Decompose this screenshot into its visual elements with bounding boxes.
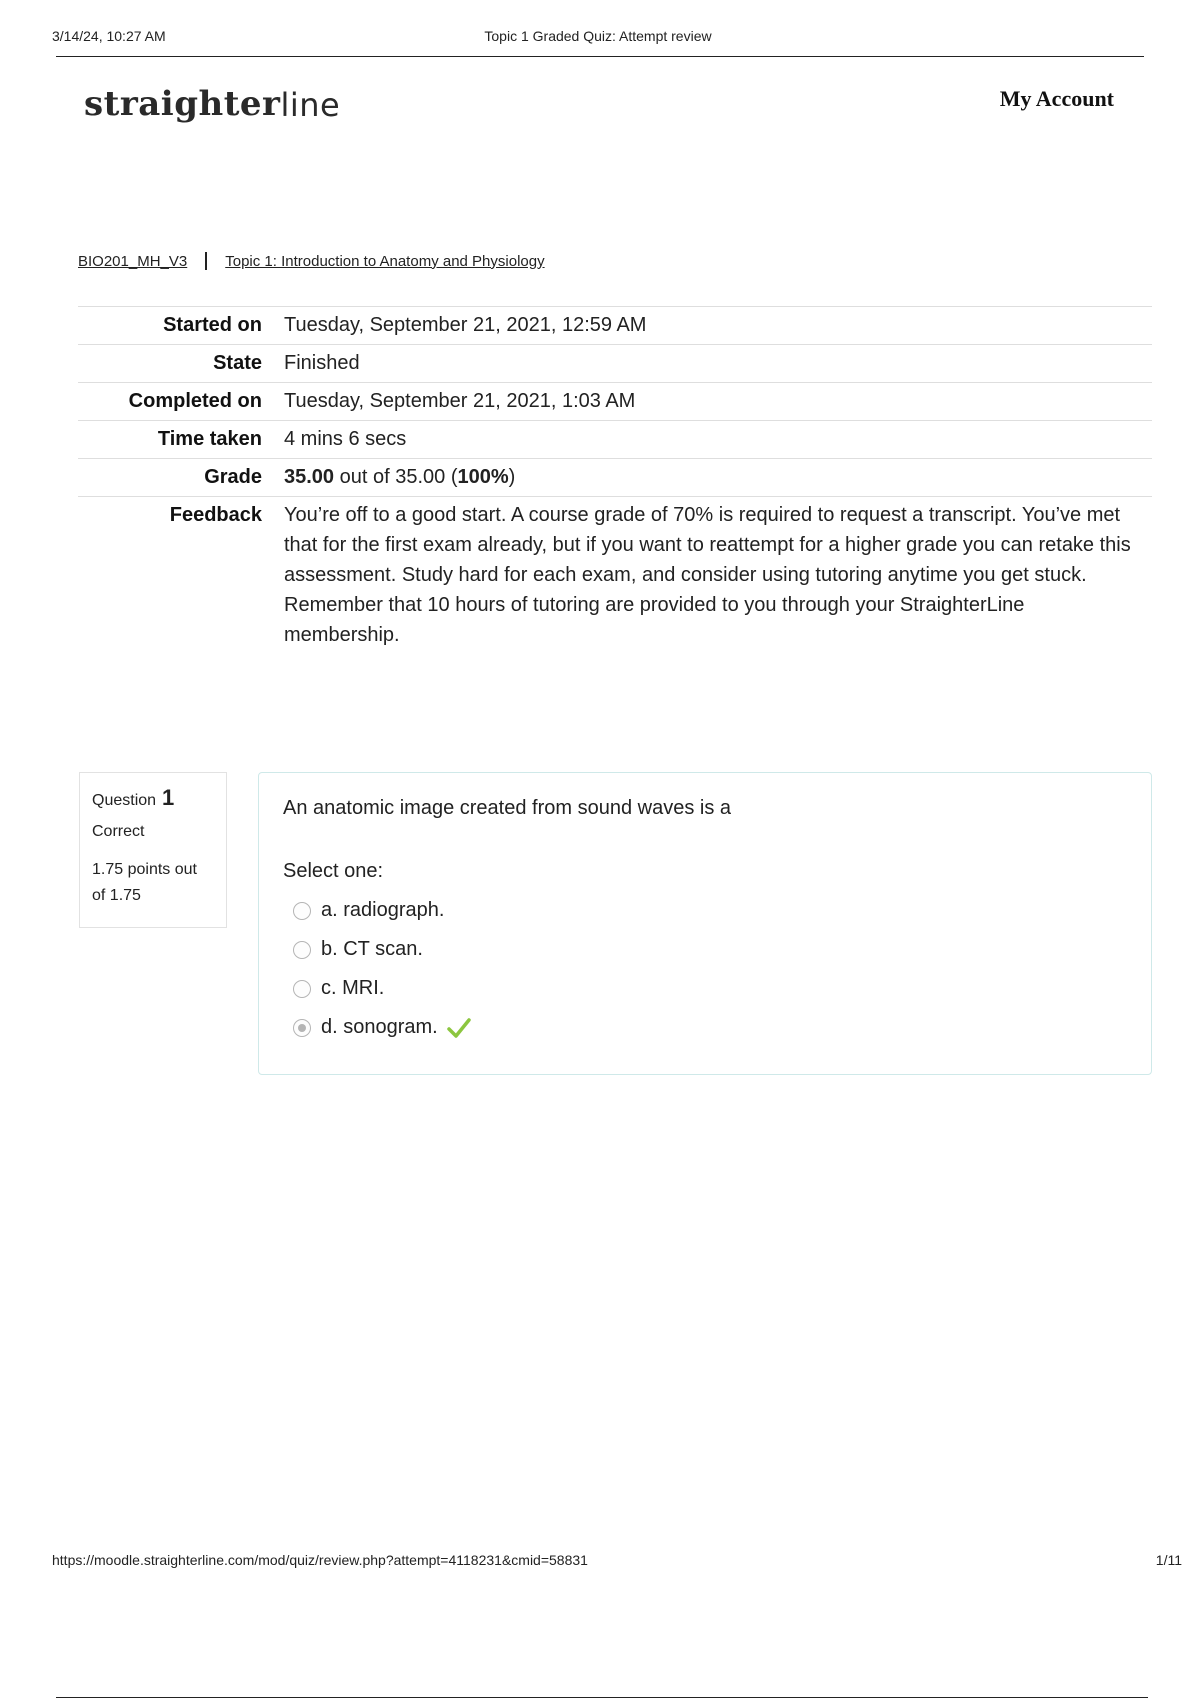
attempt-summary-table — [78, 306, 1152, 656]
summary-row-state — [78, 345, 1152, 383]
question-text: An anatomic image created from sound waves is a — [283, 797, 731, 819]
feedback-value: You’re off to a good start. A course grade of 70% is required to request a transcript. You’ve met that for the first exam already, but if you want to reattempt for a higher grade you can retake this assessment. Study hard for each exam, and consider using tutoring anytime you get stuck. Remember that 10 hours of tutoring are provided to you through your StraighterLine membership. — [284, 504, 1131, 646]
answer-options — [283, 891, 1127, 1047]
grade-label: Grade — [204, 466, 262, 488]
question-number-value: 1 — [162, 785, 175, 810]
state-value: Finished — [284, 352, 360, 374]
question-grade: 1.75 points out of 1.75 — [92, 861, 197, 904]
question-info-panel — [79, 772, 227, 928]
print-page-title: Topic 1 Graded Quiz: Attempt review — [484, 28, 712, 44]
breadcrumb-course-link[interactable]: BIO201_MH_V3 — [78, 252, 188, 270]
summary-row-completed — [78, 383, 1152, 421]
summary-row-feedback — [78, 497, 1152, 657]
summary-row-started — [78, 307, 1152, 345]
question-content-panel — [258, 772, 1152, 1075]
logo-light-text: line — [280, 86, 341, 124]
select-one-prompt: Select one: — [283, 860, 384, 882]
radio-button-selected[interactable] — [293, 1019, 311, 1037]
summary-row-time — [78, 421, 1152, 459]
radio-button[interactable] — [293, 902, 311, 920]
answer-option-d[interactable] — [283, 1008, 1127, 1047]
completed-label: Completed on — [128, 390, 262, 412]
question-state: Correct — [92, 823, 145, 840]
page-number: 1/11 — [1155, 1552, 1182, 1568]
time-value: 4 mins 6 secs — [284, 428, 407, 450]
radio-button[interactable] — [293, 980, 311, 998]
page-url: https://moodle.straighterline.com/mod/quiz/review.php?attempt=4118231&cmid=58831 — [52, 1552, 588, 1568]
grade-close: ) — [508, 466, 516, 488]
summary-row-grade — [78, 459, 1152, 497]
answer-option-c[interactable] — [283, 969, 1127, 1008]
feedback-label: Feedback — [169, 504, 262, 526]
straighterline-logo[interactable] — [84, 80, 340, 124]
started-label: Started on — [163, 314, 262, 336]
breadcrumb — [78, 252, 545, 270]
answer-option-a[interactable] — [283, 891, 1127, 930]
answer-label: b. CT scan. — [321, 938, 423, 960]
time-label: Time taken — [157, 428, 262, 450]
logo-bold-text: straighter — [84, 84, 281, 124]
print-date: 3/14/24, 10:27 AM — [52, 28, 166, 44]
footer-divider — [56, 1697, 1148, 1698]
header-divider — [56, 56, 1144, 57]
radio-button[interactable] — [293, 941, 311, 959]
grade-percent: 100% — [457, 466, 509, 488]
breadcrumb-topic-link[interactable]: Topic 1: Introduction to Anatomy and Physiology — [225, 252, 545, 270]
answer-label: a. radiograph. — [321, 899, 445, 921]
answer-label: c. MRI. — [321, 977, 385, 999]
print-header — [52, 28, 1144, 58]
answer-option-b[interactable] — [283, 930, 1127, 969]
answer-label: d. sonogram. — [321, 1016, 438, 1038]
my-account-link[interactable]: My Account — [999, 86, 1114, 111]
grade-out-of: out of 35.00 ( — [334, 466, 458, 488]
completed-value: Tuesday, September 21, 2021, 1:03 AM — [284, 390, 636, 412]
started-value: Tuesday, September 21, 2021, 12:59 AM — [284, 314, 647, 336]
grade-value — [284, 459, 1152, 497]
breadcrumb-separator — [205, 252, 207, 270]
question-label: Question — [92, 792, 157, 809]
state-label: State — [213, 352, 262, 374]
grade-score: 35.00 — [284, 466, 335, 488]
correct-check-icon — [446, 1015, 472, 1041]
question-number — [92, 785, 214, 811]
